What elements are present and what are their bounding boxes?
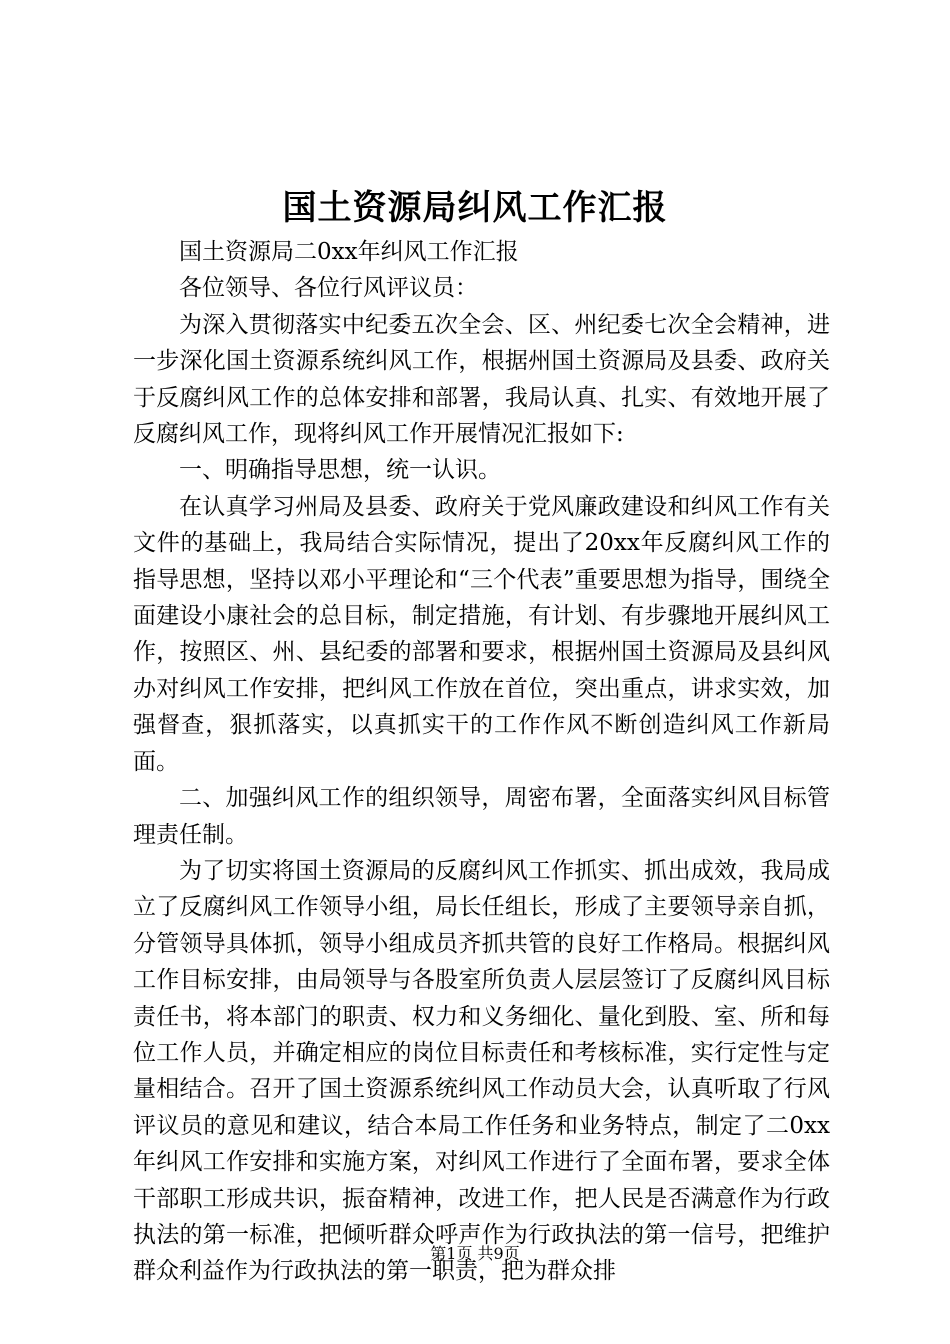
page-footer: 第1页 共9页 (430, 1244, 520, 1263)
paragraph-subtitle: 国土资源局二0xx年纠风工作汇报 (179, 239, 519, 265)
paragraph-section-2: 为了切实将国土资源局的反腐纠风工作抓实、抓出成效，我局成立了反腐纠风工作领导小组，局长任组长，形成了主要领导亲自抓，分管领导具体抓，领导小组成员齐抓共管的良好工作格局。根据纠风工作目标安排，由局领导与各股室所负责人层层签订了反腐纠风目标责任书，将本部门的职责、权力和义务细化、量化到股、室、所和每位工作人员，并确定相应的岗位目标责任和考核标准，实行定性与定量相结合。召开了国土资源系统纠风工作动员大会，认真听取了行风评议员的意见和建议，结合本局工作任务和业务特点，制定了二0xx年纠风工作安排和实施方案，对纠风工作进行了全面布署，要求全体干部职工形成共识，振奋精神，改进工作，把人民是否满意作为行政执法的第一标准，把倾听群众呼声作为行政执法的第一信号，把维护群众利益作为行政执法的第一职责，把为群众排 (133, 857, 830, 1285)
paragraph-salutation: 各位领导、各位行风评议员： (179, 275, 478, 302)
section-heading-2: 二、加强纠风工作的组织领导，周密布署，全面落实纠风目标管理责任制。 (133, 785, 830, 848)
document-body (133, 234, 830, 1290)
document-title: 国土资源局纠风工作汇报 (282, 188, 668, 228)
paragraph-intro: 为深入贯彻落实中纪委五次全会、区、州纪委七次全会精神，进一步深化国土资源系统纠风工作，根据州国土资源局及县委、政府关于反腐纠风工作的总体安排和部署，我局认真、扎实、有效地开展了反腐纠风工作，现将纠风工作开展情况汇报如下: (133, 311, 830, 448)
paragraph-section-1: 在认真学习州局及县委、政府关于党风廉政建设和纠风工作有关文件的基础上，我局结合实际情况，提出了20xx年反腐纠风工作的指导思想，坚持以邓小平理论和“三个代表”重要思想为指导，围绕全面建设小康社会的总目标，制定措施，有计划、有步骤地开展纠风工作，按照区、州、县纪委的部署和要求，根据州国土资源局及县纠风办对纠风工作安排，把纠风工作放在首位，突出重点，讲求实效，加强督查，狠抓落实，以真抓实干的工作作风不断创造纠风工作新局面。 (133, 493, 830, 775)
section-heading-1: 一、明确指导思想，统一认识。 (179, 457, 501, 484)
